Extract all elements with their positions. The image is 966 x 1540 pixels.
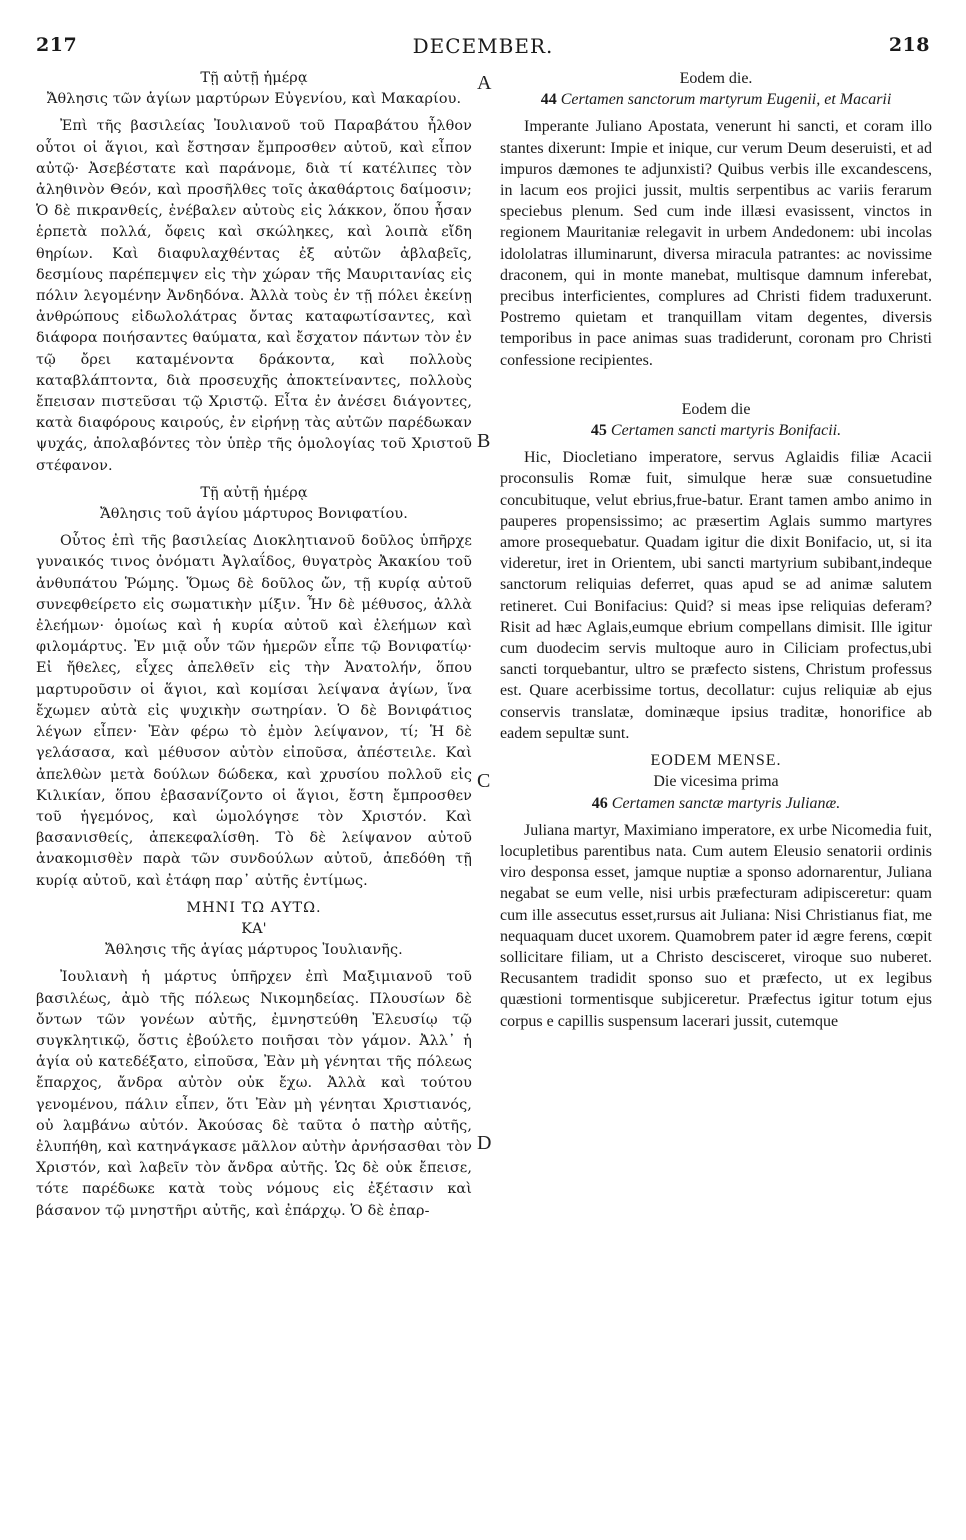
latin-s3-heading [500,793,932,814]
greek-s2-day: Τῇ αὐτῇ ἡμέρᾳ [200,484,308,501]
greek-s3-title: Ἄθλησις τῆς ἁγίας μάρτυρος Ἰουλιανῆς. [105,942,403,959]
latin-column [500,68,932,1032]
greek-s3-body: Ἰουλιανὴ ἡ μάρτυς ὑπῆρχεν ἐπὶ Μαξιμιανοῦ τοῦ βασιλέως, ἀμὸ τῆς πόλεως Νικομηδείας. Πλουσίων δὲ ὄντων τῶν γονέων αὐτῆς, ἐμνηστεύθη Ἐλευσίῳ τῷ συγκλητικῷ, ὅστις ἐβούλετο ποιῆσαι τὸν γάμον. Ἀλλ᾽ ἡ ἁγία οὐ κατεδέξατο, εἰποῦσα, Ἐὰν μὴ γένηται τῆς πόλεως ἔπαρχος, ἄνδρα αὐτὸν οὐκ ἔχω. Ἀλλὰ καὶ τούτου γενομένου, πάλιν εἶπεν, ὅτι Ἐὰν μὴ γένηται Χριστιανός, οὐ λαμβάνω αὐτόν. Ἀκούσας δὲ ταῦτα ὁ πατὴρ αὐτῆς, ἐλυπήθη, καὶ κατηνάγκασε μᾶλλον αὐτὴν ἀρνήσασθαι τὸν Χριστόν, καὶ λαβεῖν τὸν ἄνδρα αὐτῆς. Ὡς δὲ οὐκ ἔπεισε, τότε παρέδωκε κατὰ τοὺς νόμους εἰς ἐξέτασιν καὶ βάσανον τῷ μνηστῆρι αὐτῆς, καὶ ἐπάρχῳ. Ὁ δὲ ἐπαρ- [36,969,472,1219]
latin-s2-number: 45 [590,422,607,440]
margin-letter-b: B [477,430,491,452]
greek-s1-day: Τῇ αὐτῇ ἡμέρᾳ [200,70,308,86]
latin-s1-day: Eodem die. [679,70,753,87]
latin-s2-body: Hic, Diocletiano imperatore, servus Aglaidis filiæ Acacii proconsulis Romæ fuit, simulque heræ suæ consuetudine concubituque, velut ebrius,frue-batur. Erant tamen ambo animo in pauperes propensissimo; ac præsertim Aglais summo martyres amore prosequebatur. Quadam igitur die dixit Bonifacio, ut, si ita videretur, iret in Orientem, ubi sancti martyrium subibant,indeque sanctorum reliquias deferret, quas apud se ad animæ salutem retineret. Cui Bonifacius: Quid? si meas ipse reliquias deferam? Risit ad hæc Aglais,eumque ebrium compellans dimisit. Ille igitur cum duodecim servis multoque auro in Ciliciam profectus,ubi sancti torquebantur, ultro se præfecto sistens, Christum professus est. Quare acerbissime tortus, decollatur: cujus reliquiæ ab ejus conservis translatæ, dominæque ipsius traditæ, honorifice ab eadem sepultæ sunt. [500,449,932,742]
latin-month-heading: EODEM MENSE. [650,752,782,770]
margin-letter-d: D [477,1132,492,1154]
latin-s3-body: Juliana martyr, Maximiano imperatore, ex urbe Nicomedia fuit, locupletibus parentibus nata. Cum autem Eleusio senatorii ordinis viro desponsa esset, jamque nuptiæ a sponso adornarentur, Juliana negabat se eum velle, nisi urbis præfecturam adipisceretur: quam cum ille assecutus esset,rursus ait Juliana: Nisi Christianus fiat, me nequaquam ducet uxorem. Quamobrem pater id ægre ferens, cœpit sollicitare filiam, ut a Christo descisceret, viroque suo nuberet. Recusantem tradidit sponso suo et præfecto, ut ex legibus quæstioni tormentisque subjiceretur. Præfectus igitur totum ejus corpus e capillis suspensum lacerari jussit, cutemque [500,821,932,1030]
greek-s1-body: Ἐπὶ τῆς βασιλείας Ἰουλιανοῦ τοῦ Παραβάτου ἦλθον οὗτοι οἱ ἅγιοι, καὶ ἔστησαν ἔμπροσθεν αὐτοῦ, καὶ εἶπον αὐτῷ· Ἀσεβέστατε καὶ παράνομε, διὰ τί κατέλιπες τὸν ἀληθινὸν Θεόν, καὶ προσῆλθες τοῖς ἀκαθάρτοις δαίμοσιν; Ὁ δὲ πικρανθείς, ἐνέβαλεν αὐτοὺς εἰς λάκκον, ὅπου ἦσαν ἑρπετὰ πολλά, ὄφεις καὶ σκώληκες, καὶ λοιπὰ εἴδη θηρίων. Καὶ διαφυλαχθέντας ἐξ αὐτῶν ἀβλαβεῖς, δεσμίους παρέπεμψεν εἰς τὴν χώραν τῆς Μαυριτανίας εἰς πόλιν λεγομένην Ἀνδηδόνα. Ἀλλὰ τοὺς ἐν τῇ πόλει ἐκείνῃ ἀνθρώπους εἰδωλολάτρας ὄντας καταφωτίσαντες, καὶ διάφορα ποιήσαντες θαύματα, καὶ ἔσχατον πάντων τὸν ἐν τῷ ὄρει καταμένοντα δράκοντα, καὶ πολλοὺς καταβλάπτοντα, διὰ προσευχῆς ἀποκτείναντες, πολλοὺς ἔπεισαν πιστεῦσαι τῷ Χριστῷ. Εἶτα ἐν ἀνέσει διάγοντες, κατὰ διαφόρους καιρούς, ἐν εἰρήνῃ τὰς αὐτῶν παρέδωκαν ψυχάς, ἀπολαβόντες τὸν ὑπὲρ τῆς ὁμολογίας τοῦ Χριστοῦ στέφανον. [36,118,472,474]
margin-letter-c: C [477,770,491,792]
greek-day-number: ΚΑ' [241,920,267,937]
running-title: DECEMBER. [412,34,554,58]
right-page-number: 218 [888,34,930,56]
latin-day: Die vicesima prima [653,773,779,791]
greek-month-heading: ΜΗΝΙ ΤΩ ΑΥΤΩ. [186,899,322,916]
latin-s2-title: Certamen sancti martyris Bonifacii. [610,422,842,440]
latin-s3-title: Certamen sanctæ martyris Julianæ. [611,794,841,812]
greek-column [36,68,472,1222]
latin-s1-heading [500,89,932,110]
latin-s1-title: Certamen sanctorum martyrum Eugenii, et Macarii [560,91,892,109]
greek-s1-title: Ἄθλησις τῶν ἁγίων μαρτύρων Εὐγενίου, καὶ Μακαρίου. [46,91,462,108]
latin-s2-heading [500,420,932,441]
greek-s2-title: Ἄθλησις τοῦ ἁγίου μάρτυρος Βονιφατίου. [100,506,408,523]
latin-s3-number: 46 [591,794,608,812]
margin-letter-a: A [477,72,492,94]
left-page-number: 217 [36,34,78,56]
latin-s1-body: Imperante Juliano Apostata, venerunt hi sancti, et coram illo stantes dixerunt: Impie et inique, cur verum Deum deseruisti, et ad impuros dæmones te adjunxisti? Quibus verbis ille excandescens, in lacum eos projici jussit, multis serpentibus ac variis ferarum speciebus plenum. Sed cum inde illæsi evasissent, vinctos in regionem Mauritaniæ relegavit in urbem Andedonem: ubi incolas idololatras illuminarunt, diversa miracula patrantes: ac novissime draconem, qui in monte manebat, multisque damnum inferebat, precibus interficientes, complures ad Christi fidem traduxerunt. Postremo quietam et tranquillam vitam degentes, diversis temporibus in pace animas suas tradiderunt, coronam pro Christi confessione recipientes. [500,118,932,369]
greek-s2-body: Οὗτος ἐπὶ τῆς βασιλείας Διοκλητιανοῦ δοῦλος ὑπῆρχε γυναικός τινος ὀνόματι Ἀγλαΐδος, θυγατρὸς Ἀκακίου τοῦ ἀνθυπάτου Ῥώμης. Ὅμως δὲ δοῦλος ὤν, τῇ κυρίᾳ αὐτοῦ συνεφθείρετο εἰς σωματικὴν μίξιν. Ἦν δὲ μέθυσος, ἀλλὰ ἐλεήμων· ὁμοίως καὶ ἡ κυρία αὐτοῦ καὶ ἐλεήμων καὶ φιλομάρτυς. Ἐν μιᾷ οὖν τῶν ἡμερῶν εἶπε τῷ Βονιφατίῳ· Εἰ ἤθελες, εἶχες ἀπελθεῖν εἰς τὴν Ἀνατολήν, ὅπου μαρτυροῦσιν οἱ ἅγιοι, καὶ κομίσαι λείψανα ἁγίων, ἵνα ἔχωμεν αὐτὰ εἰς ψυχικὴν σωτηρίαν. Ὁ δὲ Βονιφάτιος λέγων εἶπεν· Ἐὰν φέρω τὸ ἐμὸν λείψανον, τί; Ἡ δὲ γελάσασα, καὶ μέθυσον αὐτὸν εἰποῦσα, ἀπέστειλε. Καὶ ἀπελθὼν μετὰ δούλων δώδεκα, καὶ χρυσίου πολλοῦ εἰς Κιλικίαν, ὅπου ἐβασανίζοντο οἱ ἅγιοι, ἔστη ἔμπροσθεν τοῦ ἡγεμόνος, καὶ ὡμολόγησε τὸν Χριστόν. Καὶ βασανισθείς, ἀπεκεφαλίσθη. Τὸ δὲ λείψανον αὐτοῦ ἀνακομισθὲν παρὰ τῶν συνδούλων αὐτοῦ, ἀπεδόθη τῇ κυρίᾳ αὐτοῦ, καὶ ἐτάφη παρ᾽ αὐτῆς ἐντίμως. [36,533,472,889]
latin-s1-number: 44 [540,91,557,109]
latin-s2-day: Eodem die [681,400,751,418]
